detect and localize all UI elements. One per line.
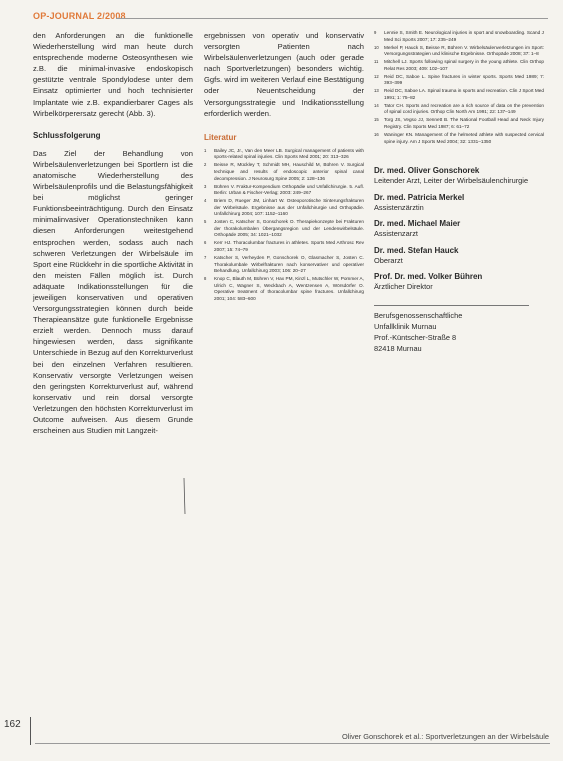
body-paragraph: Das Ziel der Behandlung von Wirbelsäulenverletzungen bei Sportlern ist die anatomische Wiederherstellung des Wirbelsäulenprofils und die Belastungsfähigkeit bei möglichst geringer Funktionsbeeinträchtigung. Durch den Einsatz minimalinvasiver Operationstechniken kann diesen Anforderungen weitestgehend entsprochen werden, sodass auch nach schweren Verletzungen der Wirbelsäule im Sport eine Rückkehr in die sportliche Aktivität in den meisten Fällen möglich ist. Durch adäquate Indikationsstellungen für die jeweiligen konservativen und operativen Versorgungsstrategien können durch beide Therapieansätze gute funktionelle Ergebnisse erzielt werden. Dennoch muss darauf hingewiesen werden, dass signifikante Unterschiede in Bezug auf den Korrekturverlust bei den einzelnen Verfahren resultieren. Konservativ versorgte Verletzungen weisen den geringsten Korrekturverlust auf, während konservativ und rein dorsal versorgte Verletzungen den höchsten Korrekturverlust im Outcome aufweisen. Aus diesem Grunde erscheinen aus Studien mit Langzeit-	[33, 148, 193, 436]
reference-item	[204, 240, 364, 253]
reference-number: 6	[204, 240, 207, 246]
reference-number: 14	[374, 102, 379, 108]
reference-text: Bühren V. Fraktur-Kompendium Orthopädie und Unfallchirurgie. 5. Aufl. Berlin: Urban & Fischer-Verlag; 2003: 249–267	[214, 183, 364, 196]
reference-text: Tator CH. Sports and recreation are a rich source of data on the prevention of spinal cord injuries. Orthop Clin North Am 1991; 22: 137–149	[384, 102, 544, 115]
reference-item	[374, 88, 544, 101]
author-name: Dr. med. Michael Maier	[374, 219, 461, 229]
section-heading-conclusion: Schlussfolgerung	[33, 130, 101, 140]
page-number: 162	[4, 719, 21, 730]
reference-number: 5	[204, 219, 207, 225]
reference-item	[204, 276, 364, 302]
reference-item	[204, 184, 364, 197]
column-3	[374, 30, 544, 354]
affiliation-line: Prof.-Küntscher-Straße 8	[374, 332, 457, 342]
reference-number: 9	[374, 30, 377, 35]
affiliation-line: Berufsgenossenschaftliche	[374, 310, 463, 320]
reference-text: Knop C, Blauth M, Bühren V, Hax PM, Kinzl L, Mutschler W, Pommer A, Ulrich C, Wagner S, Weckbach A, Wentzensen A, Wörsdörfer O. Operative treatment of thoracolumbar spine fractures. Unfallchirurg 2001; 104: 583–600	[214, 276, 364, 301]
footer-rule	[35, 743, 550, 744]
reference-number: 10	[374, 44, 379, 50]
section-heading-literature: Literatur	[204, 132, 237, 142]
reference-number: 15	[374, 117, 379, 123]
reference-number: 8	[204, 276, 207, 282]
affiliation-rule	[374, 305, 529, 306]
author-role: Oberarzt	[374, 255, 403, 265]
reference-item	[374, 59, 544, 72]
reference-text: Kerr HJ. Thoracolumbar fractures in athletes. Sports Med Arthrosc Rev 2007; 15: 74–79	[214, 240, 364, 253]
affiliation-line: Unfallklinik Murnau	[374, 321, 437, 331]
reference-number: 13	[374, 88, 379, 94]
affiliation-address	[374, 310, 544, 354]
pen-mark	[183, 478, 186, 514]
author-list	[374, 165, 544, 293]
reference-text: Reid DC, Saboe LA. Spinal trauma in sports and recreation. Clin J Sport Med 1991; 1: 75–82	[384, 88, 544, 100]
author-role: Leitender Arzt, Leiter der Wirbelsäulenchirurgie	[374, 176, 529, 186]
reference-item	[374, 74, 544, 87]
reference-text: Lennie S, Smith E. Neurological injuries in sport and snowboarding. Scand J Med Sci Sports 2007; 17: 235–249	[384, 30, 544, 42]
reference-item	[204, 219, 364, 239]
reference-item	[204, 198, 364, 218]
reference-number: 7	[204, 255, 207, 260]
author-name: Prof. Dr. med. Volker Bühren	[374, 272, 483, 282]
reference-item	[204, 148, 364, 161]
reference-number: 3	[204, 183, 207, 189]
reference-number: 2	[204, 162, 207, 168]
running-header	[33, 11, 548, 25]
reference-text: Bailey JC, Jr., Van den Meer LB. Surgical management of patients with sports-related spinal injuries. Clin Sports Med 2001; 20: 313–326	[214, 147, 364, 160]
author-role: Ärztlicher Direktor	[374, 282, 433, 292]
reference-text: Mitchell LJ. Sports following spinal surgery in the young athlete. Clin Orthop Relat Res 2003; 409: 102–107	[384, 59, 544, 71]
reference-item	[374, 30, 544, 43]
author-name: Dr. med. Stefan Hauck	[374, 245, 459, 255]
journal-title: OP-JOURNAL 2/2008	[33, 11, 126, 21]
reference-number: 4	[204, 198, 207, 204]
author-role: Assistenzarzt	[374, 229, 418, 239]
reference-item	[204, 162, 364, 182]
reference-item	[374, 103, 544, 116]
reference-number: 16	[374, 132, 379, 138]
reference-number: 11	[374, 59, 379, 65]
affiliation-line: 82418 Murnau	[374, 343, 422, 353]
reference-text: Merkel P, Hauck S, Beisse R, Bühren V. Wirbelsäulenverletzungen im Sport: Versorgungsstrategien und klinische Ergebnisse. Orthopäde 2008; 37: 1–8	[384, 44, 544, 57]
running-footer: Oliver Gonschorek et al.: Sportverletzungen an der Wirbelsäule	[341, 732, 549, 741]
reference-text: Torg JS, Vegso JJ, Sennett B. The National Football Head and Neck Injury Registry. Clin Sports Med 1987; 6: 61–72	[384, 117, 544, 130]
author-name: Dr. med. Patricia Merkel	[374, 192, 465, 202]
header-rule	[116, 18, 548, 19]
reference-item	[374, 45, 544, 58]
reference-item	[204, 255, 364, 275]
page-margin-bar	[30, 717, 31, 745]
reference-text: Waninger KN. Management of the helmeted athlete with suspected cervical spine injury. Am J Sports Med 2004; 32: 1331–1350	[384, 132, 544, 144]
reference-text: Katscher S, Verheyden P, Gonschorek O, Glasmacher S, Josten C. Thorakolumbale Wirbelfrakturen nach konservativer und operativer Behandlung. Unfallchirurg 2003; 106: 20–27	[214, 255, 364, 274]
reference-item	[374, 117, 544, 130]
reference-list	[204, 148, 364, 303]
author-role: Assistenzärztin	[374, 202, 424, 212]
reference-text: Beisse R, Mückley T, Schmidt MH, Hauschild M, Bühren V. Surgical technique and results of endoscopic anterior spinal canal decompression. J Neurosurg Spine 2005; 2: 128–136	[214, 162, 364, 181]
reference-text: Briem D, Rueger JM, Linhart W. Osteoporotische Sinterungsfrakturen der Wirbelsäule. Ergebnisse aus der Unfallchirurgie und Orthopädie. Unfallchirurg 2004; 107: 1152–1160	[214, 198, 364, 217]
reference-number: 1	[204, 147, 207, 153]
column-1	[33, 30, 193, 436]
body-paragraph: den Anforderungen an die funktionelle Wiederherstellung wird man heute durch entsprechende moderne Osteosynthesen wie z.B. die minimal-invasive endoskopisch gestützte ventrale Spondylodese unter dem Einsatz optimierter und hoch technisierter Implantate wie z.B. expandierbarer Cages als Wirbelkörperersatz gerecht (Abb. 3).	[33, 31, 193, 118]
reference-number: 12	[374, 73, 379, 79]
reference-list-continued	[374, 30, 544, 145]
reference-item	[374, 132, 544, 145]
author-name: Dr. med. Oliver Gonschorek	[374, 166, 480, 176]
reference-text: Josten C, Katscher S, Gonschorek O. Therapiekonzepte bei Frakturen der thorakolumbalen Übergangsregion und der Lendenwirbelsäule. Orthopäde 2005; 34: 1021–1032	[214, 219, 364, 238]
body-paragraph: ergebnissen von operativ und konservativ versorgten Patienten nach Wirbelsäulenverletzungen (auch oder gerade nach Sportverletzungen) besonders wichtig. Ggfs. wird im weiteren Verlauf eine Bestätigung oder Neuentscheidung der Versorgungsstrategie und Indikationsstellung erforderlich werden.	[204, 31, 364, 118]
column-2	[204, 30, 364, 304]
reference-text: Reid DC, Saboe L. Spine fractures in winter sports. Sports Med 1989; 7: 393–399	[384, 73, 544, 86]
